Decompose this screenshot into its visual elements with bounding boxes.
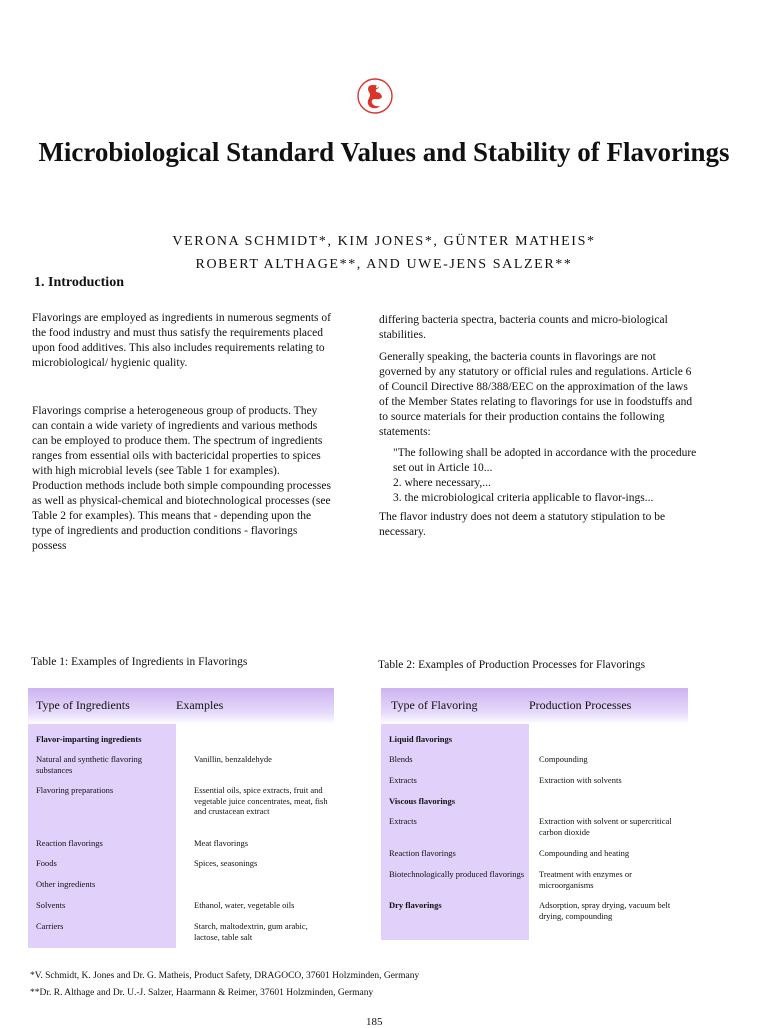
paragraph: The flavor industry does not deem a statutory stipulation to be necessary. xyxy=(379,511,666,538)
table-cell: Spices, seasonings xyxy=(194,858,258,868)
table-cell: Solvents xyxy=(36,900,66,910)
table-cell: Meat flavorings xyxy=(194,838,249,848)
author-line-1: VERONA SCHMIDT*, KIM JONES*, GÜNTER MATHEIS* xyxy=(172,234,596,249)
quoted-statements xyxy=(393,446,699,506)
table-cell: Extraction with solvents xyxy=(539,775,622,785)
table-cell: Other ingredients xyxy=(36,879,96,889)
left-column xyxy=(32,311,332,554)
table2-caption: Table 2: Examples of Production Processes for Flavorings xyxy=(378,659,646,671)
table-cell: Biotechnologically produced flavorings xyxy=(389,869,525,879)
table-cell: Compounding xyxy=(539,754,588,764)
table-cell: Essential oils, spice extracts, fruit and vegetable juice concentrates, meat, fish and crustacean extract xyxy=(194,785,328,816)
section-heading: 1. Introduction xyxy=(34,275,124,290)
right-column xyxy=(379,313,699,540)
paragraph: Generally speaking, the bacteria counts in flavorings are not governed by any statutory or official rules and regulations. Article 6 of Council Directive 88/388/EEC on the approximation of the laws of the Member States relating to flavorings for use in foodstuffs and to source materials for their production contains the following statements: xyxy=(379,351,693,438)
table-cell: Extracts xyxy=(389,816,417,826)
column-header: Examples xyxy=(176,698,224,712)
paragraph: Flavorings comprise a heterogeneous group of products. They can contain a wide variety of ingredients and various methods can be employed to produce them. The spectrum of ingredients ranges from essential oils with bactericidal properties to spices with high microbial levels (see Table 1 for examples). Production methods include both simple compounding processes as well as physical-chemical and biotechnological processes (see Table 2 for examples). This means that - depending upon the type of ingredients and production conditions - flavorings possess xyxy=(32,405,331,552)
table-cell: Flavoring preparations xyxy=(36,785,114,795)
quote-line: 2. where necessary,... xyxy=(393,477,491,489)
table1 xyxy=(28,688,334,948)
paper-title: Microbiological Standard Values and Stability of Flavorings xyxy=(38,137,730,167)
paragraph: Flavorings are employed as ingredients in numerous segments of the food industry and must thus satisfy the requirements placed upon food additives. This also includes requirements relating to microbiological/ hygienic quality. xyxy=(32,312,331,369)
column-header: Production Processes xyxy=(529,698,632,712)
table-cell: Adsorption, spray drying, vacuum belt drying, compounding xyxy=(539,900,671,921)
dragon-logo-icon xyxy=(356,77,394,115)
table-cell: Treatment with enzymes or microorganisms xyxy=(539,869,632,890)
table-cell: Vanillin, benzaldehyde xyxy=(194,754,272,764)
table-cell: Starch, maltodextrin, gum arabic, lactose, table salt xyxy=(194,921,308,942)
table-cell: Blends xyxy=(389,754,413,764)
footnote: *V. Schmidt, K. Jones and Dr. G. Matheis, Product Safety, DRAGOCO, 37601 Holzminden, Germany xyxy=(30,971,420,981)
footnote: **Dr. R. Althage and Dr. U.-J. Salzer, Haarmann & Reimer, 37601 Holzminden, Germany xyxy=(30,988,374,998)
table-cell: Compounding and heating xyxy=(539,848,630,858)
footnotes xyxy=(30,968,419,1002)
table-cell: Ethanol, water, vegetable oils xyxy=(194,900,295,910)
table2 xyxy=(381,688,688,940)
table-cell: Reaction flavorings xyxy=(389,848,456,858)
table-header xyxy=(28,688,334,724)
table-cell: Reaction flavorings xyxy=(36,838,103,848)
table-cell: Viscous flavorings xyxy=(389,796,456,806)
table-cell: Foods xyxy=(36,858,57,868)
quote-line: 3. the microbiological criteria applicable to flavor-ings... xyxy=(393,492,654,504)
page-number: 185 xyxy=(366,1016,383,1028)
table-cell: Dry flavorings xyxy=(389,900,442,910)
author-list xyxy=(30,230,738,276)
table-cell: Carriers xyxy=(36,921,64,931)
table-header xyxy=(381,688,688,724)
table-cell: Flavor-imparting ingredients xyxy=(36,734,142,744)
table-cell: Liquid flavorings xyxy=(389,734,453,744)
table1-caption: Table 1: Examples of Ingredients in Flavorings xyxy=(31,656,248,668)
column-header: Type of Ingredients xyxy=(36,698,130,712)
table-cell: Extraction with solvent or supercritical carbon dioxide xyxy=(539,816,672,837)
paragraph: differing bacteria spectra, bacteria counts and micro-biological stabilities. xyxy=(379,314,668,341)
column-header: Type of Flavoring xyxy=(391,698,478,712)
table-cell: Natural and synthetic flavoring substances xyxy=(36,754,142,775)
author-line-2: ROBERT ALTHAGE**, AND UWE-JENS SALZER** xyxy=(195,257,573,272)
table-cell: Extracts xyxy=(389,775,417,785)
quote-line: "The following shall be adopted in accordance with the procedure set out in Article 10... xyxy=(393,447,697,474)
